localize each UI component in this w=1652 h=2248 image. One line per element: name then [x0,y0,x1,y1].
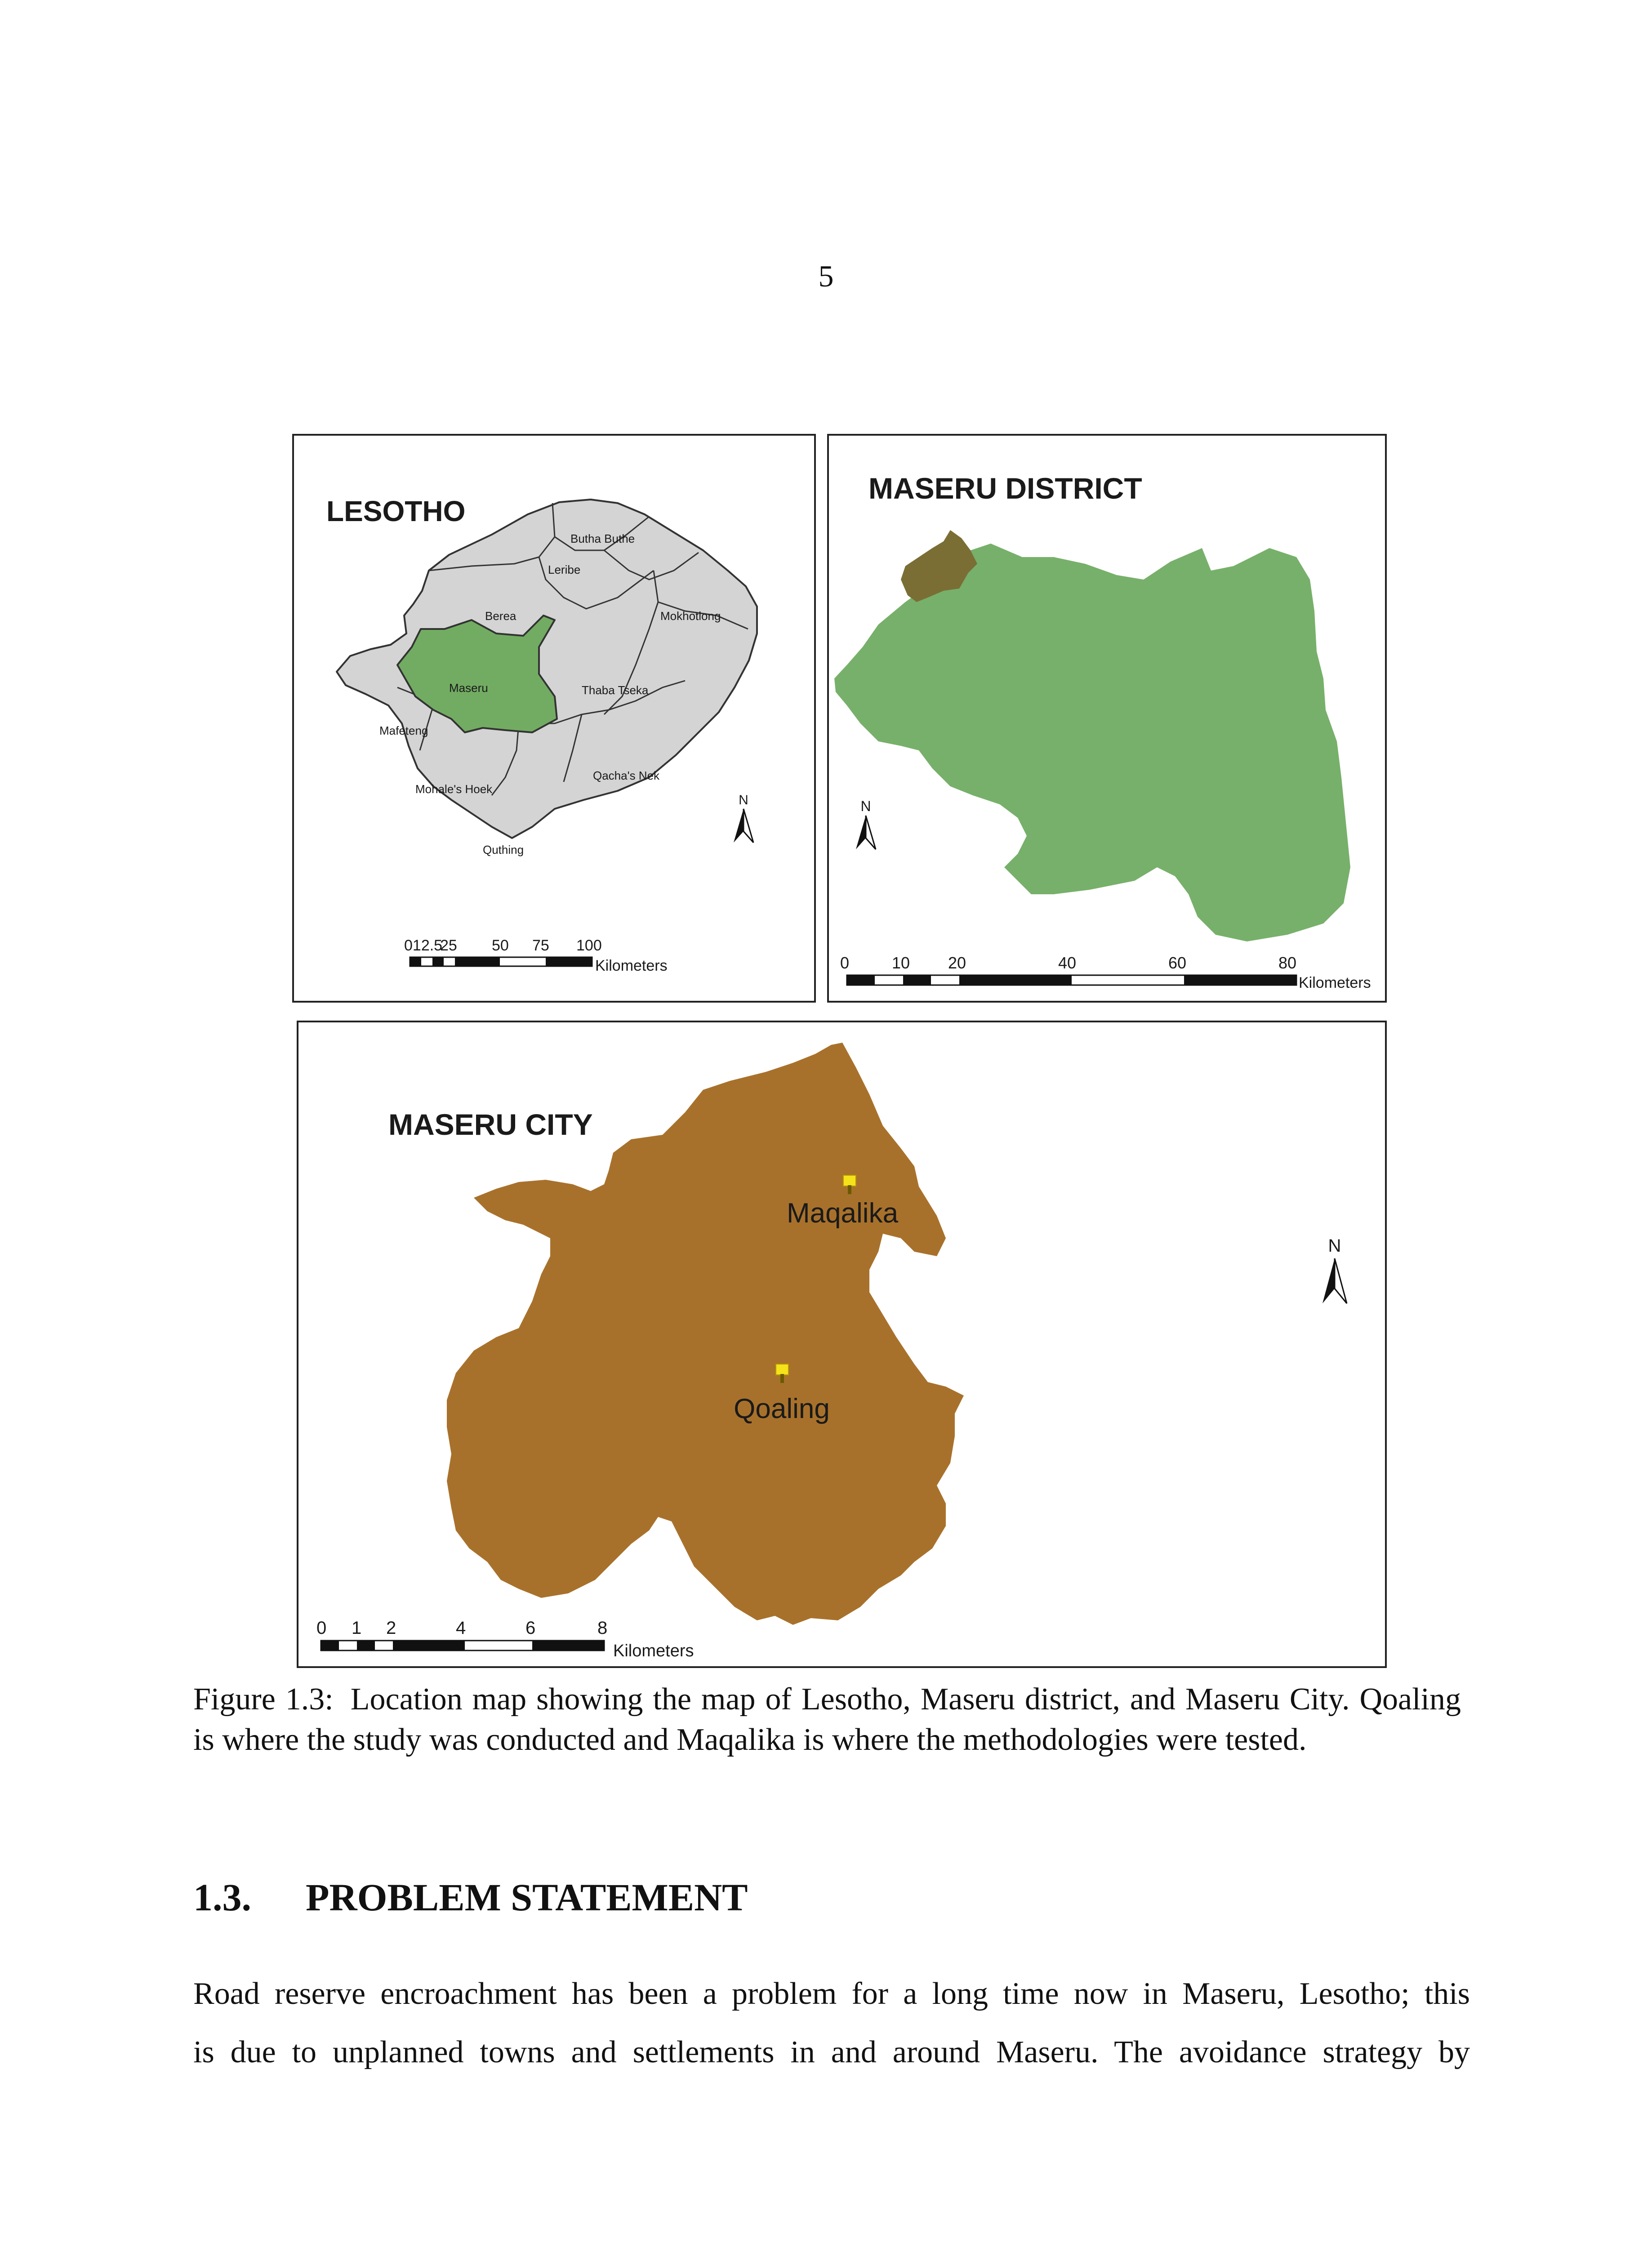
scale-label: 100 [576,937,602,954]
scale-label: 25 [440,937,457,954]
svg-text:N: N [860,798,871,814]
scale-unit: Kilometers [1299,974,1371,991]
scale-label: 6 [525,1618,536,1638]
maseru-district-shape [834,544,1350,941]
scale-label: 012.5 [404,937,443,954]
section-heading [193,1875,748,1920]
scale-label: 8 [597,1618,608,1638]
district-label-quthing: Quthing [483,843,524,856]
district-label-mohales-hoek: Mohale's Hoek [415,782,493,796]
scale-label: 1 [352,1618,362,1638]
maseru-district-map-panel [827,434,1387,1003]
svg-text:N: N [739,793,748,807]
north-arrow-icon [734,793,753,843]
district-label-mokhotlong: Mokhotlong [660,609,721,623]
maseru-city-title: MASERU CITY [388,1108,593,1141]
lesotho-map [294,436,818,1004]
district-label-leribe: Leribe [548,563,581,576]
scale-label: 50 [492,937,509,954]
scale-label: 60 [1168,954,1187,972]
north-arrow-icon [1322,1236,1347,1303]
north-arrow-icon [856,798,876,849]
scale-unit: Kilometers [613,1641,694,1660]
paragraph-line: Road reserve encroachment has been a problem for a long time now in Maseru, Lesotho; this [193,1976,1470,2011]
district-label-thaba-tseka: Thaba Tseka [582,683,649,697]
lesotho-scale-bar [404,937,668,974]
scale-label: 40 [1058,954,1077,972]
lesotho-map-panel [292,434,816,1003]
maseru-district-scale-bar [840,954,1371,991]
maseru-city-map [298,1022,1389,1670]
scale-label: 4 [456,1618,466,1638]
body-paragraph [193,1965,1470,2082]
district-label-berea: Berea [485,609,517,623]
figure-caption-text: Location map showing the map of Lesotho, Maseru district, and Maseru City. Qoaling is where the study was conducted and Maqalika is where the methodologies were tested. [193,1682,1461,1757]
figure-caption-label: Figure 1.3: [193,1682,334,1717]
maseru-district-map [829,436,1389,1004]
district-label-butha-buthe: Butha Buthe [570,532,635,545]
district-label-mafeteng: Mafeteng [379,724,428,737]
district-label-qachas-nek: Qacha's Nek [593,769,660,782]
scale-label: 0 [316,1618,327,1638]
place-label-qoaling: Qoaling [734,1393,830,1424]
section-title: PROBLEM STATEMENT [306,1876,748,1919]
paragraph-line: is due to unplanned towns and settlements in and around Maseru. The avoidance strategy by [193,2035,1470,2070]
scale-unit: Kilometers [595,957,668,974]
page-number: 5 [818,259,834,293]
lesotho-title: LESOTHO [326,495,466,527]
figure-caption [193,1679,1461,1760]
maseru-city-scale-bar [316,1618,694,1660]
scale-label: 75 [532,937,549,954]
place-label-maqalika: Maqalika [786,1198,899,1229]
scale-label: 20 [948,954,966,972]
maseru-city-map-panel [297,1021,1387,1668]
section-number: 1.3. [193,1876,251,1919]
scale-label: 10 [892,954,910,972]
scale-label: 0 [840,954,850,972]
scale-label: 80 [1278,954,1297,972]
district-label-maseru: Maseru [449,681,488,695]
svg-text:N: N [1328,1236,1341,1256]
maseru-district-title: MASERU DISTRICT [868,472,1142,505]
scale-label: 2 [386,1618,396,1638]
